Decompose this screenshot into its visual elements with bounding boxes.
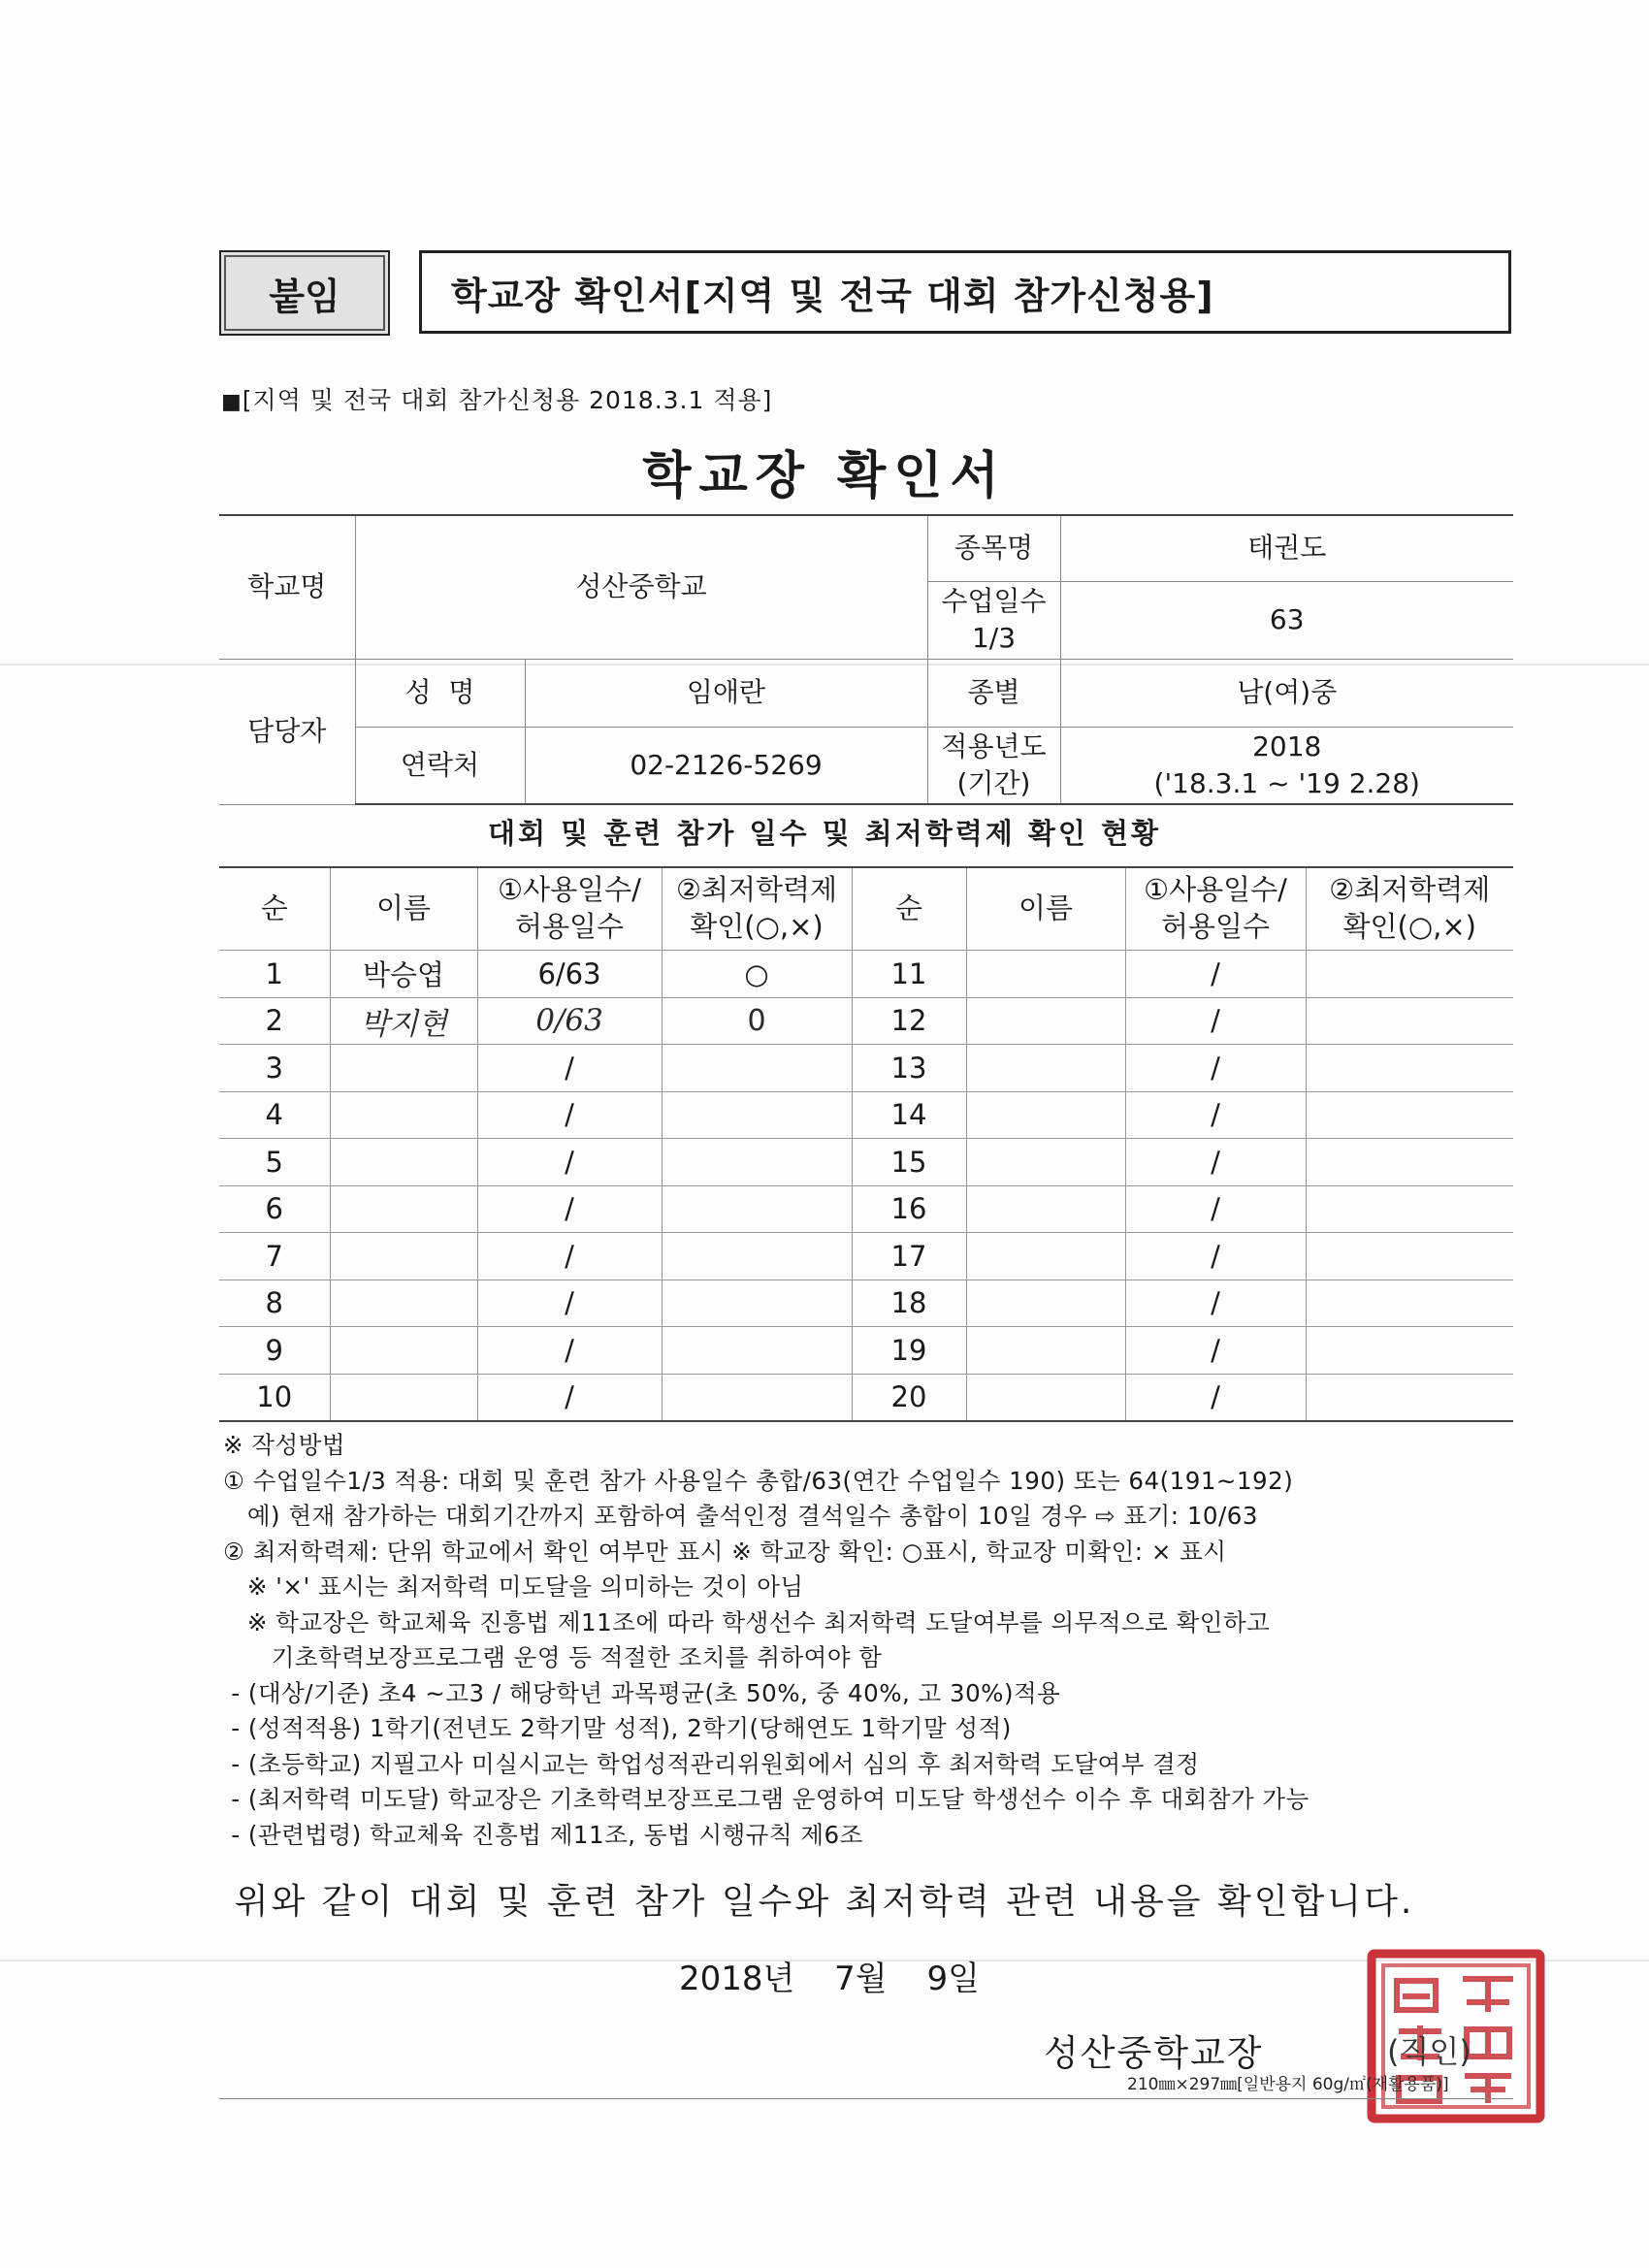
school-name: 성산중학교	[355, 515, 927, 659]
record-no-cell: 12	[852, 997, 966, 1045]
manager-label: 담당자	[219, 659, 355, 804]
col-check-line2: 확인(○,×)	[690, 910, 824, 943]
record-no-cell: 11	[852, 951, 966, 998]
record-days-cell: /	[1125, 1233, 1306, 1280]
record-days-cell: /	[477, 1374, 662, 1421]
record-name-cell	[966, 1045, 1125, 1092]
col-name: 이름	[966, 867, 1125, 951]
records-title: 대회 및 훈련 참가 일수 및 최저학력제 확인 현황	[487, 817, 1162, 850]
record-check-cell: 0	[662, 997, 852, 1045]
school-days-label-line2: 1/3	[971, 622, 1017, 654]
record-no-cell: 6	[219, 1185, 330, 1233]
record-days-cell: /	[1125, 951, 1306, 998]
instructions	[223, 1428, 1310, 1853]
instruction-line: ② 최저학력제: 단위 학교에서 확인 여부만 표시 ※ 학교장 확인: ○표시, 학교장 미확인: × 표시	[223, 1537, 1227, 1566]
records-table	[219, 866, 1513, 1422]
square-bullet-icon: ■	[221, 390, 242, 414]
record-no-cell: 13	[852, 1045, 966, 1092]
record-days-cell: /	[477, 1327, 662, 1375]
record-check-cell	[1306, 1233, 1513, 1280]
col-check-line1: ②최저학력제	[675, 873, 838, 907]
col-name: 이름	[330, 867, 477, 951]
record-check-cell	[1306, 1091, 1513, 1139]
gender-label: 종별	[927, 659, 1060, 727]
record-days-cell: 6/63	[477, 951, 662, 998]
record-days-cell: /	[1125, 1091, 1306, 1139]
paper-spec-note: 210㎜×297㎜[일반용지 60g/㎡(재활용품)]	[1127, 2075, 1449, 2094]
table-row	[219, 1139, 1513, 1186]
record-days-cell: /	[1125, 1374, 1306, 1421]
record-check-cell	[662, 1045, 852, 1092]
document-header-title: 학교장 확인서[지역 및 전국 대회 참가신청용]	[419, 250, 1511, 334]
issue-date: 2018년 7월 9일	[679, 1960, 980, 1998]
table-row	[219, 1091, 1513, 1139]
school-days-value: 63	[1060, 581, 1513, 659]
record-check-cell	[662, 1280, 852, 1327]
instruction-line: - (성적적용) 1학기(전년도 2학기말 성적), 2학기(당해연도 1학기말 성적)	[223, 1714, 1012, 1742]
record-no-cell: 8	[219, 1280, 330, 1327]
record-name-cell	[330, 1327, 477, 1375]
record-check-cell	[1306, 1327, 1513, 1375]
record-days-cell: /	[477, 1233, 662, 1280]
col-check	[662, 867, 852, 951]
year-label-line2: (기간)	[956, 766, 1031, 799]
record-no-cell: 7	[219, 1233, 330, 1280]
record-no-cell: 20	[852, 1374, 966, 1421]
record-name-cell	[330, 1233, 477, 1280]
sport-label: 종목명	[927, 515, 1060, 581]
record-no-cell: 5	[219, 1139, 330, 1186]
record-days-cell: /	[1125, 997, 1306, 1045]
main-title: 학교장 확인서	[642, 447, 1007, 505]
record-name-cell	[966, 1233, 1125, 1280]
record-no-cell: 17	[852, 1233, 966, 1280]
manager-name: 임애란	[525, 659, 927, 727]
instruction-line: ※ 학교장은 학교체육 진흥법 제11조에 따라 학생선수 최저학력 도달여부를 의무적으로 확인하고	[223, 1607, 1271, 1636]
footer-divider	[219, 2098, 1513, 2099]
record-name-cell	[330, 1280, 477, 1327]
col-days-line1: ①사용일수/	[1144, 873, 1287, 907]
instruction-line: - (최저학력 미도달) 학교장은 기초학력보장프로그램 운영하여 미도달 학생선수 이수 후 대회참가 가능	[223, 1785, 1310, 1813]
record-name-cell	[966, 1185, 1125, 1233]
instruction-line: 기초학력보장프로그램 운영 등 적절한 조치를 취하여야 함	[223, 1643, 883, 1671]
record-check-cell	[1306, 1139, 1513, 1186]
instruction-line: - (대상/기준) 초4 ~고3 / 해당학년 과목평균(초 50%, 중 40%, 고 30%)적용	[223, 1678, 1061, 1707]
instruction-line: ① 수업일수1/3 적용: 대회 및 훈련 참가 사용일수 총합/63(연간 수업일수 190) 또는 64(191~192)	[223, 1466, 1294, 1495]
record-no-cell: 9	[219, 1327, 330, 1375]
seal-label: (직인)	[1387, 2033, 1471, 2070]
year-period: ('18.3.1 ~ '19 2.28)	[1153, 766, 1420, 799]
school-days-label-line1: 수업일수	[941, 585, 1047, 618]
record-name-cell	[330, 1374, 477, 1421]
record-check-cell	[1306, 1374, 1513, 1421]
record-name-cell	[966, 1091, 1125, 1139]
record-no-cell: 10	[219, 1374, 330, 1421]
instruction-line: - (관련법령) 학교체육 진흥법 제11조, 동법 시행규칙 제6조	[223, 1820, 863, 1849]
contact-label: 연락처	[355, 727, 525, 804]
record-name-cell	[966, 1374, 1125, 1421]
instruction-line: 예) 현재 참가하는 대회기간까지 포함하여 출석인정 결석일수 총합이 10일 경우 ⇨ 표기: 10/63	[223, 1502, 1258, 1530]
attachment-tag: 붙임	[219, 250, 390, 336]
col-days	[1125, 867, 1306, 951]
info-table	[219, 514, 1513, 805]
record-name-cell	[966, 1139, 1125, 1186]
record-name-cell	[966, 951, 1125, 998]
record-check-cell	[1306, 951, 1513, 998]
record-no-cell: 4	[219, 1091, 330, 1139]
record-check-cell	[1306, 997, 1513, 1045]
sport-value: 태권도	[1060, 515, 1513, 581]
col-no: 순	[219, 867, 330, 951]
year-label	[927, 727, 1060, 804]
record-check-cell	[662, 1185, 852, 1233]
record-name-cell	[330, 1139, 477, 1186]
record-check-cell	[1306, 1280, 1513, 1327]
col-days-line2: 허용일수	[514, 910, 625, 943]
col-check-line1: ②최저학력제	[1329, 873, 1491, 907]
record-days-cell: /	[1125, 1327, 1306, 1375]
record-days-cell: /	[1125, 1185, 1306, 1233]
table-row	[219, 997, 1513, 1045]
record-name-cell: 박지현	[330, 997, 477, 1045]
year-number: 2018	[1252, 729, 1322, 762]
record-name-cell	[966, 997, 1125, 1045]
record-days-cell: /	[477, 1091, 662, 1139]
record-check-cell	[662, 1139, 852, 1186]
year-label-line1: 적용년도	[941, 729, 1047, 762]
record-name-cell: 박승엽	[330, 951, 477, 998]
col-days	[477, 867, 662, 951]
table-row	[219, 1233, 1513, 1280]
record-name-cell	[330, 1185, 477, 1233]
instruction-line: ※ '×' 표시는 최저학력 미도달을 의미하는 것이 아님	[223, 1572, 804, 1601]
record-check-cell	[662, 1374, 852, 1421]
record-days-cell: /	[477, 1139, 662, 1186]
table-row	[219, 1327, 1513, 1375]
col-check-line2: 확인(○,×)	[1342, 910, 1476, 943]
record-name-cell	[966, 1327, 1125, 1375]
table-row	[219, 951, 1513, 998]
table-row	[219, 1280, 1513, 1327]
table-row	[219, 1185, 1513, 1233]
school-days-label	[927, 581, 1060, 659]
record-no-cell: 16	[852, 1185, 966, 1233]
record-name-cell	[330, 1045, 477, 1092]
apply-note-text: [지역 및 전국 대회 참가신청용 2018.3.1 적용]	[242, 386, 773, 414]
records-header-row	[219, 867, 1513, 951]
record-name-cell	[330, 1091, 477, 1139]
record-days-cell: /	[1125, 1139, 1306, 1186]
year-value	[1060, 727, 1513, 804]
table-row	[219, 1045, 1513, 1092]
record-no-cell: 2	[219, 997, 330, 1045]
name-label: 성 명	[355, 659, 525, 727]
record-no-cell: 19	[852, 1327, 966, 1375]
col-days-line2: 허용일수	[1160, 910, 1271, 943]
record-no-cell: 1	[219, 951, 330, 998]
record-days-cell: /	[1125, 1280, 1306, 1327]
col-check	[1306, 867, 1513, 951]
record-days-cell: /	[477, 1045, 662, 1092]
table-row	[219, 1374, 1513, 1421]
gender-value: 남(여)중	[1060, 659, 1513, 727]
record-days-cell: /	[1125, 1045, 1306, 1092]
instruction-line: ※ 작성방법	[223, 1431, 345, 1459]
principal-name: 성산중학교장	[1044, 2032, 1264, 2074]
record-check-cell: ○	[662, 951, 852, 998]
record-days-cell: 0/63	[477, 997, 662, 1045]
col-no: 순	[852, 867, 966, 951]
record-days-cell: /	[477, 1280, 662, 1327]
record-check-cell	[662, 1327, 852, 1375]
record-no-cell: 18	[852, 1280, 966, 1327]
contact-value: 02-2126-5269	[525, 727, 927, 804]
record-check-cell	[1306, 1045, 1513, 1092]
record-check-cell	[662, 1233, 852, 1280]
record-check-cell	[662, 1091, 852, 1139]
apply-note	[221, 381, 772, 416]
school-label: 학교명	[219, 515, 355, 659]
record-days-cell: /	[477, 1185, 662, 1233]
confirmation-statement: 위와 같이 대회 및 훈련 참가 일수와 최저학력 관련 내용을 확인합니다.	[234, 1882, 1415, 1922]
col-days-line1: ①사용일수/	[498, 873, 641, 907]
record-no-cell: 15	[852, 1139, 966, 1186]
instruction-line: - (초등학교) 지필고사 미실시교는 학업성적관리위원회에서 심의 후 최저학력 도달여부 결정	[223, 1749, 1200, 1778]
record-no-cell: 3	[219, 1045, 330, 1092]
record-no-cell: 14	[852, 1091, 966, 1139]
record-name-cell	[966, 1280, 1125, 1327]
record-check-cell	[1306, 1185, 1513, 1233]
